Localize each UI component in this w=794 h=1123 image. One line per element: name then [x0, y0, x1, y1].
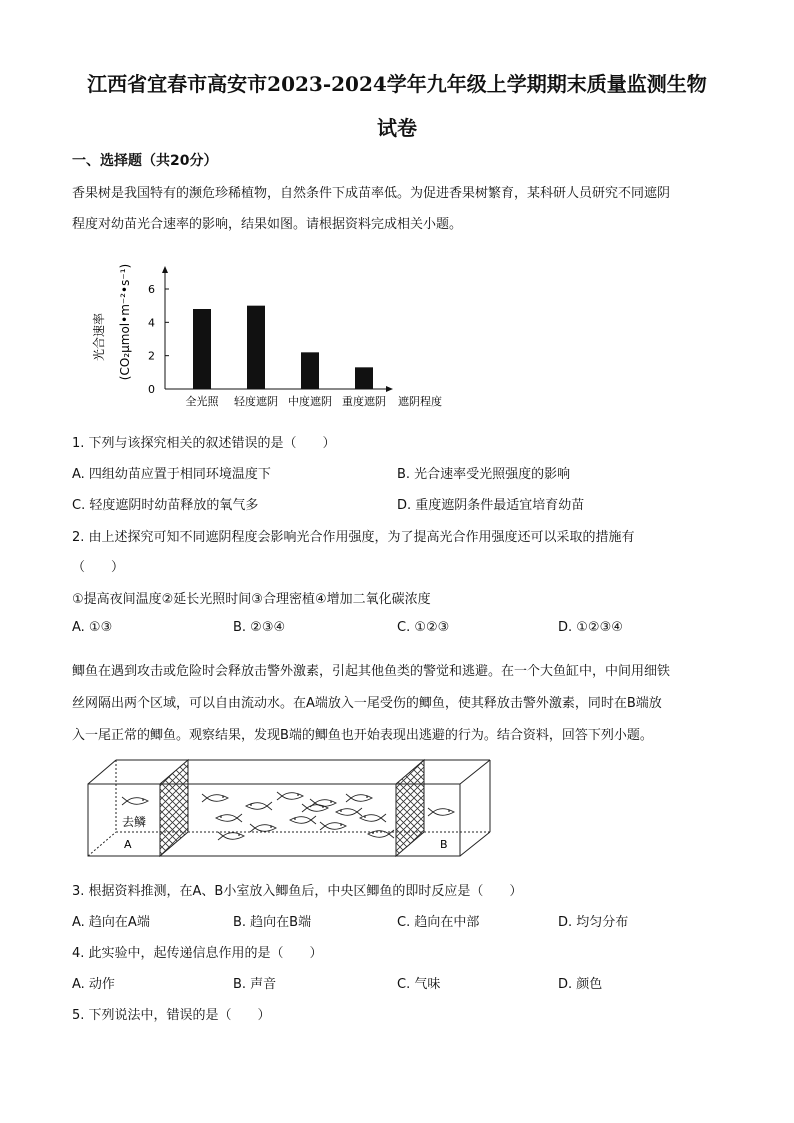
fish-central-6 — [216, 814, 242, 822]
q3-option-b[interactable]: B. 趋向在B端 — [233, 915, 312, 930]
y-tick-label: 0 — [148, 383, 155, 396]
q2-stem-line2: （ ） — [72, 560, 125, 575]
bar-4 — [355, 367, 373, 389]
fish-central-8 — [290, 816, 316, 824]
q2-option-a[interactable]: A. ①③ — [72, 620, 113, 635]
q3-stem: 3. 根据资料推测，在A、B小室放入鲫鱼后，中央区鲫鱼的即时反应是（ ） — [72, 884, 523, 899]
y-axis-unit: (CO₂μmol•m⁻²•s⁻¹) — [118, 263, 132, 381]
passage1-line1: 香果树是我国特有的濒危珍稀植物，自然条件下成苗率低。为促进香果树繁育，某科研人员研究不同遮阴 — [72, 186, 671, 201]
bar-3 — [301, 352, 319, 389]
passage2-line2: 丝网隔出两个区域，可以自由流动水。在A端放入一尾受伤的鲫鱼，使其释放击警外激素，同时在B端放 — [72, 696, 662, 711]
q3-option-d[interactable]: D. 均匀分布 — [558, 915, 629, 930]
q1-stem: 1. 下列与该探究相关的叙述错误的是（ ） — [72, 436, 336, 451]
q4-option-d[interactable]: D. 颜色 — [558, 977, 603, 992]
fish-injured — [122, 797, 148, 805]
exam-title-line1: 江西省宜春市高安市2023-2024学年九年级上学期期末质量监测生物 — [87, 72, 707, 96]
fish-central-9 — [320, 822, 346, 830]
bar-1 — [193, 309, 211, 389]
q3-option-c[interactable]: C. 趋向在中部 — [397, 915, 480, 930]
section-heading: 一、选择题（共20分） — [72, 153, 218, 169]
tank-label-scaled: 去鳞 — [122, 815, 147, 829]
x-tick-label: 中度遮阴 — [288, 395, 332, 408]
tank-outline — [88, 760, 490, 856]
mesh-right — [396, 760, 424, 856]
passage2-line1: 鲫鱼在遇到攻击或危险时会释放击警外激素，引起其他鱼类的警觉和逃避。在一个大鱼缸中，中间用细铁 — [72, 664, 671, 679]
q4-stem: 4. 此实验中，起传递信息作用的是（ ） — [72, 946, 323, 961]
y-axis-label: 光合速率 — [92, 312, 106, 362]
mesh-left — [160, 760, 188, 856]
y-tick-label: 4 — [148, 316, 155, 330]
fish-tank-diagram — [78, 756, 502, 862]
fish-central-5 — [346, 794, 372, 802]
q4-option-b[interactable]: B. 声音 — [233, 977, 277, 992]
fish-central-12 — [336, 808, 362, 816]
q1-option-d[interactable]: D. 重度遮阴条件最适宜培育幼苗 — [397, 498, 585, 513]
fish-central-11 — [302, 804, 328, 812]
x-axis-label: 遮阴程度 — [398, 395, 442, 408]
fish-central-7 — [250, 824, 276, 832]
q2-option-d[interactable]: D. ①②③④ — [558, 620, 623, 635]
q1-option-a[interactable]: A. 四组幼苗应置于相同环境温度下 — [72, 467, 271, 482]
fish-normal — [428, 808, 454, 816]
fish-central-14 — [368, 830, 394, 838]
passage2-line3: 入一尾正常的鲫鱼。观察结果，发现B端的鲫鱼也开始表现出逃避的行为。结合资料，回答下列小题。 — [72, 728, 653, 743]
q1-option-b[interactable]: B. 光合速率受光照强度的影响 — [397, 467, 571, 482]
y-axis-arrow — [162, 266, 168, 273]
q3-option-a[interactable]: A. 趋向在A端 — [72, 915, 150, 930]
x-tick-label: 重度遮阴 — [342, 395, 386, 408]
fish-central-2 — [246, 802, 272, 810]
x-tick-label: 全光照 — [185, 395, 219, 408]
passage1-line2: 程度对幼苗光合速率的影响，结果如图。请根据资料完成相关小题。 — [72, 217, 463, 232]
photosynthesis-bar-chart — [85, 262, 455, 412]
exam-title-line2: 试卷 — [377, 116, 417, 140]
q5-stem: 5. 下列说法中，错误的是（ ） — [72, 1008, 271, 1023]
fish-central-1 — [202, 794, 228, 802]
fish-central-3 — [277, 792, 303, 800]
q2-measures: ①提高夜间温度②延长光照时间③合理密植④增加二氧化碳浓度 — [72, 592, 431, 607]
fish-central-10 — [360, 814, 386, 822]
tank-label-a: A — [124, 838, 132, 851]
fish-central-13 — [218, 832, 244, 840]
q2-option-c[interactable]: C. ①②③ — [397, 620, 450, 635]
y-tick-label: 2 — [148, 349, 155, 363]
x-axis-arrow — [386, 386, 393, 392]
tank-label-b: B — [440, 838, 448, 851]
q1-option-c[interactable]: C. 轻度遮阴时幼苗释放的氧气多 — [72, 498, 259, 513]
bar-2 — [247, 306, 265, 389]
q2-stem-line1: 2. 由上述探究可知不同遮阴程度会影响光合作用强度，为了提高光合作用强度还可以采取的措施有 — [72, 530, 635, 545]
q2-option-b[interactable]: B. ②③④ — [233, 620, 286, 635]
x-tick-label: 轻度遮阴 — [234, 395, 278, 408]
q4-option-a[interactable]: A. 动作 — [72, 977, 115, 992]
y-tick-label: 6 — [148, 283, 155, 296]
q4-option-c[interactable]: C. 气味 — [397, 977, 441, 992]
